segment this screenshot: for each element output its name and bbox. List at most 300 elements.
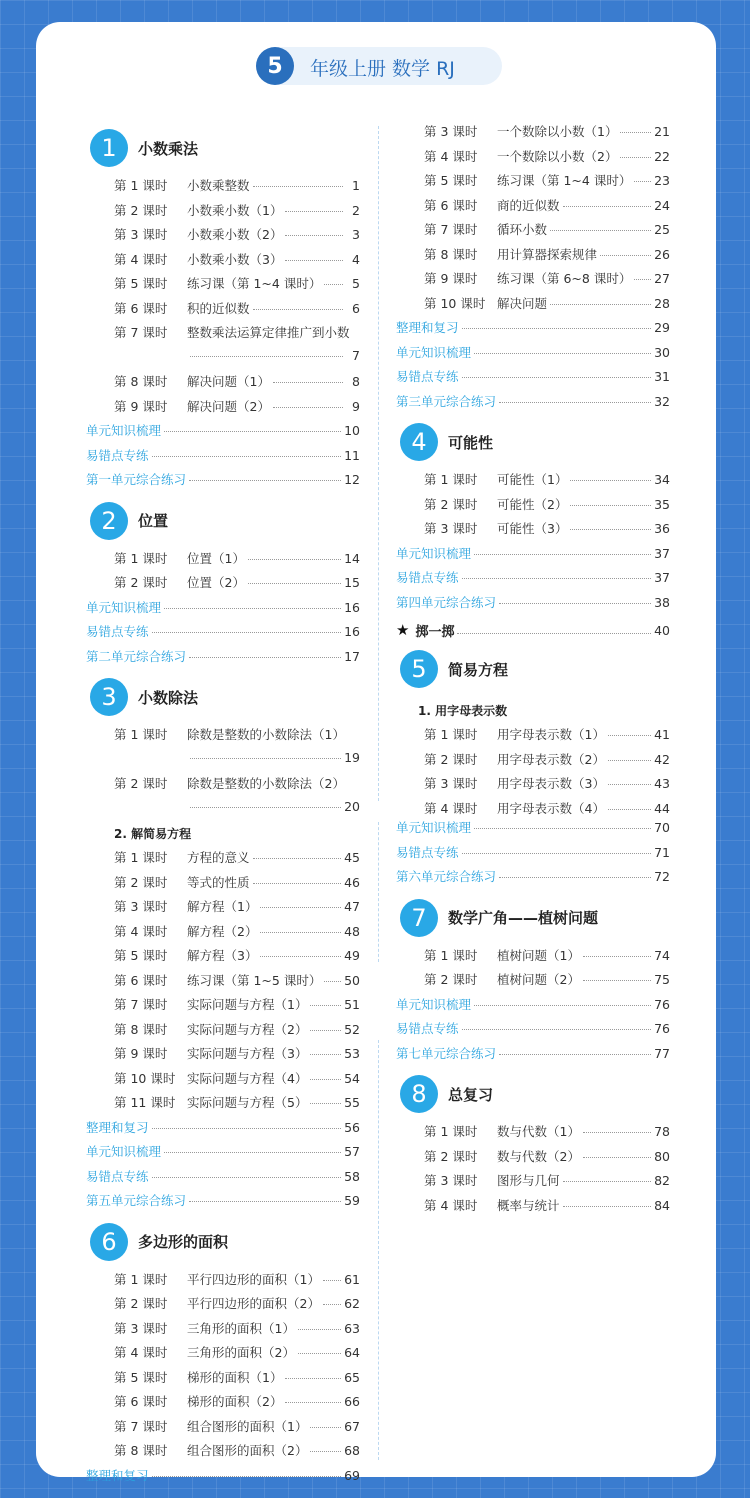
leader-dots — [323, 1280, 341, 1281]
lesson-label: 第 9 课时 — [114, 1046, 168, 1061]
leader-dots — [570, 480, 651, 481]
page-number: 69 — [344, 1467, 360, 1483]
subsection-title: 2. 解简易方程 — [114, 827, 192, 841]
toc-lesson-entry[interactable] — [86, 725, 360, 750]
page-number: 32 — [654, 393, 670, 409]
toc-section-entry[interactable] — [396, 318, 670, 343]
lesson-label: 第 7 课时 — [424, 222, 478, 237]
entry-title: 小数乘小数（1） — [187, 202, 283, 218]
page-number: 74 — [654, 947, 670, 963]
unit-number-badge: 4 — [400, 423, 438, 461]
unit-6-list — [86, 1270, 360, 1491]
toc-section-entry[interactable] — [86, 470, 360, 495]
page-number: 9 — [352, 398, 360, 414]
lesson-label: 第 2 课时 — [424, 972, 478, 987]
lesson-label: 第 6 课时 — [424, 197, 478, 213]
column-divider-top — [378, 126, 379, 801]
leader-dots — [164, 1152, 341, 1153]
leader-dots — [298, 1329, 341, 1330]
lesson-label: 第 1 课时 — [424, 947, 478, 963]
lesson-label: 第 6 课时 — [114, 1394, 168, 1409]
page-number: 3 — [352, 227, 360, 242]
toc-lesson-entry[interactable] — [86, 971, 360, 996]
leader-dots — [608, 735, 651, 736]
entry-title: 解决问题 — [497, 295, 548, 311]
toc-section-entry[interactable] — [396, 995, 670, 1020]
entry-title: 练习课（第 1~4 课时） — [187, 276, 322, 291]
toc-lesson-entry[interactable] — [86, 946, 360, 971]
lesson-label: 第 1 课时 — [424, 1124, 478, 1139]
leader-dots — [285, 1378, 341, 1379]
leader-dots — [253, 309, 343, 310]
leader-dots — [570, 505, 651, 506]
lesson-label: 第 1 课时 — [114, 550, 168, 566]
lesson-label: 第 1 课时 — [114, 727, 168, 742]
lesson-label: 第 3 课时 — [114, 227, 168, 242]
star-icon: ★ — [396, 621, 410, 639]
entry-title: 易错点专练 — [86, 1168, 149, 1184]
page-number: 12 — [344, 472, 360, 487]
toc-section-entry[interactable] — [86, 1466, 360, 1491]
leader-dots — [260, 932, 341, 933]
entry-title: 易错点专练 — [86, 447, 149, 463]
entry-title: 用计算器探索规律 — [497, 246, 598, 262]
lesson-label: 第 2 课时 — [424, 496, 478, 512]
toc-section-entry[interactable] — [86, 1167, 360, 1192]
page-number: 44 — [654, 800, 670, 816]
leader-dots — [310, 1054, 341, 1055]
toc-lesson-entry[interactable] — [86, 299, 360, 324]
leader-dots — [152, 1177, 342, 1178]
entry-title: 可能性（1） — [497, 472, 568, 487]
toc-section-entry[interactable] — [86, 598, 360, 623]
toc-section-entry[interactable] — [86, 647, 360, 672]
toc-lesson-entry[interactable] — [396, 774, 670, 799]
leader-dots — [285, 260, 343, 261]
toc-lesson-entry[interactable] — [396, 171, 670, 196]
entry-title: 用字母表示数（3） — [497, 776, 605, 791]
toc-lesson-entry[interactable] — [396, 220, 670, 245]
subsection-title: 1. 用字母表示数 — [418, 704, 508, 718]
entry-title: 整数乘法运算定律推广到小数 — [187, 325, 350, 340]
toc-lesson-entry[interactable] — [396, 725, 670, 750]
page-number: 49 — [344, 948, 360, 963]
unit-number-badge: 8 — [400, 1075, 438, 1113]
toc-lesson-entry[interactable] — [86, 995, 360, 1020]
page-number: 63 — [344, 1320, 360, 1336]
toc-lesson-entry[interactable] — [86, 1093, 360, 1118]
page-number: 20 — [344, 798, 360, 814]
toc-lesson-entry[interactable] — [86, 1368, 360, 1393]
toc-lesson-entry[interactable] — [86, 372, 360, 397]
toc-lesson-entry[interactable] — [86, 873, 360, 898]
lesson-label: 第 7 课时 — [114, 997, 168, 1012]
entry-title: 积的近似数 — [187, 300, 250, 316]
lesson-label: 第 7 课时 — [114, 1418, 168, 1434]
unit-7-heading[interactable] — [396, 894, 670, 942]
entry-title: 第七单元综合练习 — [396, 1045, 497, 1061]
unit-8-heading[interactable] — [396, 1070, 670, 1118]
toc-section-entry[interactable] — [396, 843, 670, 868]
toc-lesson-entry[interactable] — [86, 549, 360, 574]
toc-lesson-entry[interactable] — [86, 274, 360, 299]
entry-title: 方程的意义 — [187, 850, 250, 865]
lesson-label: 第 2 课时 — [114, 575, 168, 590]
toc-lesson-entry[interactable] — [86, 1343, 360, 1368]
leader-dots — [253, 858, 342, 859]
lesson-label: 第 1 课时 — [114, 850, 168, 865]
leader-dots — [600, 255, 651, 256]
page-number: 77 — [654, 1045, 670, 1061]
lesson-label: 第 10 课时 — [114, 1070, 176, 1086]
leader-dots — [190, 758, 341, 759]
page-number: 8 — [352, 374, 360, 389]
right-column-bottom — [396, 818, 670, 1220]
unit-number-badge: 1 — [90, 129, 128, 167]
leader-dots — [273, 382, 343, 383]
toc-lesson-entry[interactable] — [396, 1196, 670, 1221]
page-number: 30 — [654, 344, 670, 360]
toc-section-entry[interactable] — [396, 392, 670, 417]
leader-dots — [550, 230, 651, 231]
unit-1-list — [86, 176, 360, 495]
unit-6-heading[interactable] — [86, 1218, 360, 1266]
leader-dots — [583, 980, 651, 981]
toc-lesson-entry[interactable] — [396, 147, 670, 172]
page-number: 43 — [654, 776, 670, 791]
page-number: 70 — [654, 820, 670, 835]
entry-title: 平行四边形的面积（2） — [187, 1296, 320, 1311]
leader-dots — [260, 956, 341, 957]
entry-title: 实际问题与方程（2） — [187, 1021, 308, 1037]
toc-lesson-entry[interactable] — [86, 1069, 360, 1094]
toc-lesson-entry[interactable] — [86, 250, 360, 275]
entry-title: 实际问题与方程（5） — [187, 1095, 308, 1110]
lesson-label: 第 5 课时 — [114, 948, 168, 963]
leader-dots — [457, 633, 651, 634]
toc-section-entry[interactable] — [396, 593, 670, 618]
toc-lesson-entry[interactable] — [396, 294, 670, 319]
toc-section-entry[interactable] — [86, 1118, 360, 1143]
toc-lesson-entry[interactable] — [396, 750, 670, 775]
lesson-label: 第 3 课时 — [424, 1173, 478, 1188]
toc-lesson-entry[interactable] — [396, 470, 670, 495]
lesson-label: 第 2 课时 — [424, 751, 478, 767]
page-number: 34 — [654, 472, 670, 487]
entry-title: 易错点专练 — [396, 844, 459, 860]
toc-lesson-entry[interactable] — [86, 1044, 360, 1069]
leader-dots — [474, 554, 651, 555]
entry-title: 植树问题（1） — [497, 947, 580, 963]
toc-lesson-entry[interactable] — [396, 1171, 670, 1196]
entry-title: 小数乘小数（2） — [187, 227, 283, 242]
page-number: 72 — [654, 869, 670, 884]
leader-dots — [285, 1402, 341, 1403]
toc-lesson-entry[interactable] — [396, 1122, 670, 1147]
page-number: 24 — [654, 197, 670, 213]
unit-number-badge: 2 — [90, 502, 128, 540]
lesson-label: 第 3 课时 — [114, 899, 168, 914]
toc-section-entry[interactable] — [396, 544, 670, 569]
leader-dots — [620, 132, 651, 133]
entry-title: 用字母表示数（1） — [497, 727, 605, 742]
leader-dots — [550, 304, 651, 305]
toc-entry-continuation — [86, 348, 360, 373]
unit-7-list — [396, 946, 670, 1069]
toc-section-entry[interactable] — [396, 1044, 670, 1069]
toc-section-entry[interactable] — [86, 622, 360, 647]
entry-title: 整理和复习 — [396, 320, 459, 335]
entry-title: 第一单元综合练习 — [86, 472, 187, 487]
toc-lesson-entry[interactable] — [86, 225, 360, 250]
entry-title: 易错点专练 — [396, 1021, 459, 1036]
leader-dots — [310, 1103, 341, 1104]
leader-dots — [462, 578, 652, 579]
leader-dots — [570, 529, 651, 530]
unit-8-list — [396, 1122, 670, 1220]
leader-dots — [563, 206, 652, 207]
unit-title: 多边形的面积 — [138, 1233, 229, 1251]
leader-dots — [563, 1206, 652, 1207]
page-number: 71 — [654, 844, 670, 860]
page-number: 53 — [344, 1046, 360, 1061]
unit-title: 可能性 — [448, 433, 494, 452]
toc-lesson-entry[interactable] — [86, 1020, 360, 1045]
toc-lesson-entry[interactable] — [396, 245, 670, 270]
page-number: 67 — [344, 1418, 360, 1434]
page-number: 65 — [344, 1369, 360, 1385]
unit-2-heading[interactable] — [86, 497, 360, 545]
page-number: 1 — [352, 178, 360, 193]
page-number: 61 — [344, 1271, 360, 1287]
unit-title: 小数除法 — [138, 688, 199, 707]
unit-5-list-a — [396, 725, 670, 823]
toc-lesson-entry[interactable] — [86, 1417, 360, 1442]
page-number: 58 — [344, 1168, 360, 1184]
leader-dots — [583, 956, 651, 957]
entry-title: 实际问题与方程（4） — [187, 1070, 308, 1086]
leader-dots — [189, 1201, 341, 1202]
page-number: 78 — [654, 1124, 670, 1139]
leader-dots — [285, 211, 343, 212]
page-number: 28 — [654, 295, 670, 311]
lesson-label: 第 6 课时 — [114, 300, 168, 316]
entry-title: 可能性（2） — [497, 496, 568, 512]
toc-lesson-entry[interactable] — [86, 1441, 360, 1466]
entry-title: 三角形的面积（1） — [187, 1320, 295, 1336]
leader-dots — [248, 559, 341, 560]
leader-dots — [608, 784, 651, 785]
unit-title: 简易方程 — [448, 660, 509, 679]
lesson-label: 第 3 课时 — [424, 521, 478, 536]
unit-3-list-a — [86, 725, 360, 823]
leader-dots — [248, 583, 341, 584]
entry-title: 一个数除以小数（1） — [497, 124, 618, 139]
toc-section-entry[interactable] — [86, 446, 360, 471]
page-number: 27 — [654, 271, 670, 286]
toc-section-entry[interactable] — [396, 818, 670, 843]
leader-dots — [608, 809, 651, 810]
entry-title: 单元知识梳理 — [396, 344, 472, 360]
leader-dots — [310, 1427, 341, 1428]
page-number: 62 — [344, 1296, 360, 1311]
toc-section-entry[interactable] — [86, 1142, 360, 1167]
entry-title: 实际问题与方程（3） — [187, 1046, 308, 1061]
leader-dots — [634, 279, 651, 280]
page-number: 23 — [654, 173, 670, 188]
leader-dots — [152, 1128, 342, 1129]
toc-section-entry[interactable] — [86, 421, 360, 446]
left-column-top — [86, 122, 360, 823]
unit-5-heading[interactable] — [396, 645, 670, 693]
unit-title: 总复习 — [448, 1085, 494, 1104]
page-number: 80 — [654, 1148, 670, 1164]
lesson-label: 第 5 课时 — [424, 173, 478, 188]
toc-lesson-entry[interactable] — [396, 495, 670, 520]
toc-section-entry[interactable] — [86, 1191, 360, 1216]
toc-section-entry[interactable] — [396, 1019, 670, 1044]
entry-title: 易错点专练 — [86, 624, 149, 639]
toc-lesson-entry[interactable] — [86, 1392, 360, 1417]
lesson-label: 第 1 课时 — [114, 1271, 168, 1287]
toc-lesson-entry[interactable] — [396, 196, 670, 221]
page-number: 42 — [654, 751, 670, 767]
page-number: 14 — [344, 550, 360, 566]
lesson-label: 第 8 课时 — [114, 374, 168, 389]
page-number: 55 — [344, 1095, 360, 1110]
lesson-label: 第 2 课时 — [114, 874, 168, 890]
toc-entry-continuation — [86, 750, 360, 775]
entry-title: 第三单元综合练习 — [396, 393, 497, 409]
lesson-label: 第 2 课时 — [114, 202, 168, 218]
toc-section-entry[interactable] — [396, 568, 670, 593]
toc-lesson-entry[interactable] — [396, 269, 670, 294]
toc-lesson-entry[interactable] — [86, 573, 360, 598]
toc-section-entry[interactable] — [396, 343, 670, 368]
page-number: 35 — [654, 496, 670, 512]
lesson-label: 第 3 课时 — [114, 1320, 168, 1336]
special-activity-row[interactable] — [396, 617, 670, 643]
lesson-label: 第 1 课时 — [114, 178, 168, 193]
lesson-label: 第 2 课时 — [114, 776, 168, 791]
lesson-label: 第 3 课时 — [424, 776, 478, 791]
page-number: 76 — [654, 996, 670, 1012]
unit-1-heading[interactable] — [86, 124, 360, 172]
entry-title: 三角形的面积（2） — [187, 1345, 295, 1360]
page-number: 82 — [654, 1173, 670, 1188]
page-number: 75 — [654, 972, 670, 987]
toc-lesson-entry[interactable] — [86, 848, 360, 873]
lesson-label: 第 11 课时 — [114, 1095, 176, 1110]
grade-number-badge: 5 — [256, 47, 294, 85]
toc-lesson-entry[interactable] — [86, 774, 360, 799]
leader-dots — [634, 181, 651, 182]
toc-lesson-entry[interactable] — [86, 201, 360, 226]
entry-title: 练习课（第 1~4 课时） — [497, 173, 632, 188]
leader-dots — [298, 1353, 341, 1354]
leader-dots — [189, 657, 341, 658]
page-number: 57 — [344, 1144, 360, 1159]
lesson-label: 第 10 课时 — [424, 295, 486, 311]
entry-title: 组合图形的面积（2） — [187, 1443, 308, 1458]
toc-lesson-entry[interactable] — [86, 1294, 360, 1319]
entry-title: 解方程（2） — [187, 923, 258, 939]
column-divider-bottom2 — [378, 1040, 379, 1460]
toc-lesson-entry[interactable] — [86, 1270, 360, 1295]
right-column-top — [396, 122, 670, 823]
unit-number-badge: 7 — [400, 899, 438, 937]
lesson-label: 第 8 课时 — [424, 246, 478, 262]
lesson-label: 第 4 课时 — [114, 923, 168, 939]
toc-lesson-entry[interactable] — [396, 970, 670, 995]
toc-lesson-entry[interactable] — [396, 519, 670, 544]
page-number: 17 — [344, 648, 360, 664]
toc-lesson-entry[interactable] — [86, 397, 360, 422]
toc-lesson-entry[interactable] — [396, 946, 670, 971]
page-number: 19 — [344, 749, 360, 765]
toc-lesson-entry[interactable] — [396, 122, 670, 147]
leader-dots — [462, 377, 652, 378]
entry-title: 用字母表示数（4） — [497, 800, 605, 816]
entry-title: 解方程（3） — [187, 948, 258, 963]
page-number: 38 — [654, 594, 670, 610]
entry-title: 商的近似数 — [497, 197, 560, 213]
leader-dots — [189, 480, 341, 481]
entry-title: 解决问题（2） — [187, 398, 270, 414]
page-number: 59 — [344, 1193, 360, 1208]
entry-title: 整理和复习 — [86, 1119, 149, 1135]
toc-lesson-entry[interactable] — [86, 323, 360, 348]
lesson-label: 第 5 课时 — [114, 1369, 168, 1385]
entry-title: 等式的性质 — [187, 874, 250, 890]
leader-dots — [285, 235, 343, 236]
page-number: 84 — [654, 1197, 670, 1213]
entry-title: 组合图形的面积（1） — [187, 1418, 308, 1434]
page-number: 15 — [344, 575, 360, 590]
toc-lesson-entry[interactable] — [86, 897, 360, 922]
unit-4-list — [396, 470, 670, 617]
unit-4-heading[interactable] — [396, 418, 670, 466]
toc-lesson-entry[interactable] — [86, 176, 360, 201]
lesson-label: 第 5 课时 — [114, 276, 168, 291]
leader-dots — [499, 1054, 651, 1055]
toc-lesson-entry[interactable] — [396, 1147, 670, 1172]
unit-6-list-b — [396, 818, 670, 892]
leader-dots — [474, 353, 651, 354]
toc-lesson-entry[interactable] — [86, 1319, 360, 1344]
unit-3-heading[interactable] — [86, 673, 360, 721]
toc-section-entry[interactable] — [396, 867, 670, 892]
leader-dots — [474, 1005, 651, 1006]
toc-section-entry[interactable] — [396, 367, 670, 392]
leader-dots — [310, 1451, 341, 1452]
unit-number-badge: 6 — [90, 1223, 128, 1261]
leader-dots — [273, 407, 343, 408]
unit-title: 数学广角——植树问题 — [448, 909, 599, 927]
page-number: 52 — [344, 1021, 360, 1037]
entry-title: 位置（1） — [187, 550, 245, 566]
entry-title: 单元知识梳理 — [396, 820, 472, 835]
page-number: 50 — [344, 972, 360, 988]
entry-title: 第四单元综合练习 — [396, 594, 497, 610]
leader-dots — [499, 402, 651, 403]
toc-lesson-entry[interactable] — [86, 922, 360, 947]
page-number: 66 — [344, 1394, 360, 1409]
unit-3-list-b — [396, 122, 670, 416]
unit-2-list — [86, 549, 360, 672]
unit-number-badge: 5 — [400, 650, 438, 688]
lesson-label: 第 4 课时 — [424, 1197, 478, 1213]
